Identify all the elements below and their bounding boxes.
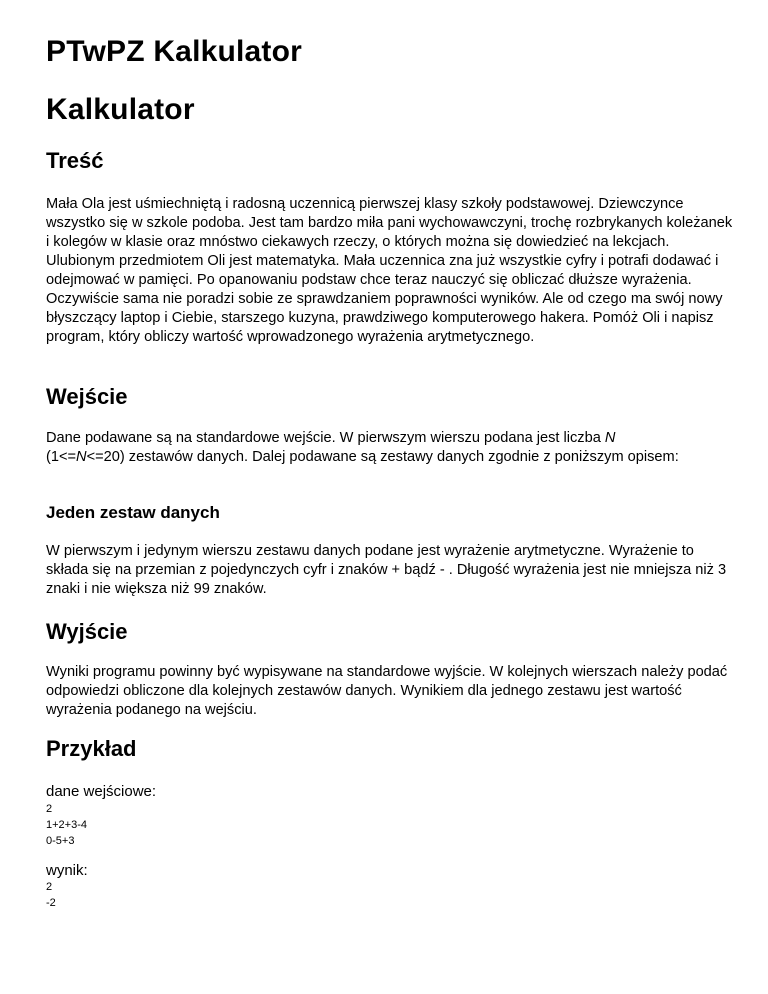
section-heading-przyklad: Przykład — [46, 736, 137, 761]
wejscie-paragraph — [46, 429, 736, 467]
section-heading-tresc: Treść — [46, 148, 104, 173]
example-input-line: 0-5+3 — [46, 835, 75, 847]
example-input-line: 2 — [46, 803, 53, 815]
example-input-line: 1+2+3-4 — [46, 819, 87, 831]
tresc-paragraph: Mała Ola jest uśmiechniętą i radosną uczennicą pierwszej klasy szkoły podstawowej. Dziewczynce wszystko się w szkole podoba. Jest tam bardzo miła pani wychowawczyni, trochę rozbrykanych koleżanek i kolegów w klasie oraz mnóstwo ciekawych rzeczy, o których można się dowiedzieć na lekcjach. Ulubionym przedmiotem Oli jest matematyka. Mała uczennica zna już wszystkie cyfry i potrafi dodawać i odejmować w pamięci. Po opanowaniu podstaw chce teraz nauczyć się obliczać dłuższe wyrażenia. Oczywiście sama nie poradzi sobie ze sprawdzaniem poprawności wyników. Ale od czego ma swój nowy błyszczący laptop i Ciebie, starszego kuzyna, prawdziwego komputerowego hakera. Pomóż Oli i napisz program, który obliczy wartość wprowadzonego wyrażenia arytmetycznego. — [46, 196, 733, 345]
wejscie-text-2: (1<= — [46, 449, 77, 465]
subsection-heading-zestaw: Jeden zestaw danych — [46, 503, 220, 522]
wyjscie-paragraph: Wyniki programu powinny być wypisywane na standardowe wyjście. W kolejnych wierszach należy podać odpowiedzi obliczone dla kolejnych zestawów danych. Wynikiem dla jednego zestawu jest wartość wyrażenia podanego na wejściu. — [46, 664, 728, 718]
section-heading-wejscie: Wejście — [46, 384, 128, 409]
wejscie-text-1: Dane podawane są na standardowe wejście. W pierwszym wierszu podana jest liczba — [46, 430, 605, 446]
variable-n: N — [76, 449, 87, 465]
document-title: PTwPZ Kalkulator — [46, 35, 303, 68]
problem-heading: Kalkulator — [46, 93, 195, 126]
section-heading-wyjscie: Wyjście — [46, 619, 128, 644]
zestaw-paragraph: W pierwszym i jedynym wierszu zestawu danych podane jest wyrażenie arytmetyczne. Wyrażenie to składa się na przemian z pojedynczych cyfr i znaków + bądź - . Długość wyrażenia jest nie mniejsza niż 3 znaki i nie większa niż 99 znaków. — [46, 543, 727, 597]
example-output-label: wynik: — [46, 862, 88, 879]
wejscie-text-3: <=20) zestawów danych. Dalej podawane są zestawy danych zgodnie z poniższym opisem: — [86, 449, 679, 465]
example-input-label: dane wejściowe: — [46, 783, 157, 800]
example-output-line: 2 — [46, 881, 53, 893]
example-output-line: -2 — [46, 897, 56, 909]
variable-n: N — [604, 430, 616, 446]
